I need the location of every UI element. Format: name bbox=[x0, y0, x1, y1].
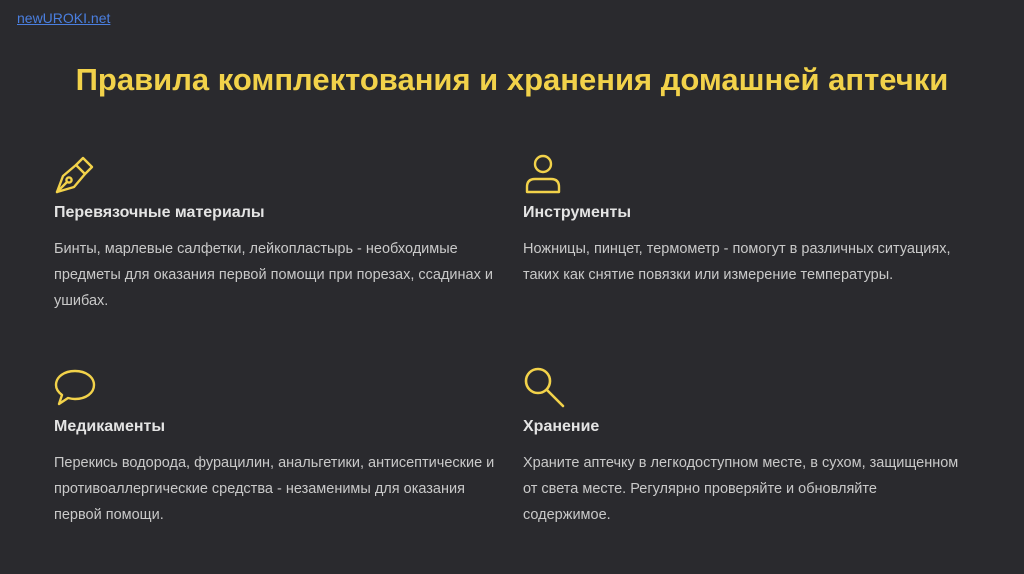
pen-nib-icon bbox=[54, 152, 98, 196]
card-text: Храните аптечку в легкодоступном месте, в сухом, защищенном от света месте. Регулярно проверяйте и обновляйте содержимое. bbox=[523, 455, 959, 523]
magnifier-icon bbox=[523, 366, 567, 410]
card-text: Бинты, марлевые салфетки, лейкопластырь - необходимые предметы для оказания первой помощи при порезах, ссадинах и ушибах. bbox=[54, 241, 493, 309]
card-text: Ножницы, пинцет, термометр - помогут в различных ситуациях, таких как снятие повязки или измерение температуры. bbox=[523, 241, 951, 283]
site-link[interactable]: newUROKI.net bbox=[17, 10, 111, 26]
person-icon bbox=[523, 152, 567, 196]
card-title: Перевязочные материалы bbox=[54, 204, 265, 221]
slide-title: Правила комплектования и хранения домашней аптечки bbox=[75, 62, 949, 97]
card-text: Перекись водорода, фурацилин, анальгетики, антисептические и противоаллергические средства - незаменимы для оказания первой помощи. bbox=[54, 455, 495, 523]
speech-bubble-icon bbox=[54, 366, 98, 410]
card-title: Медикаменты bbox=[54, 418, 166, 435]
card-title: Хранение bbox=[523, 418, 600, 435]
card-title: Инструменты bbox=[523, 204, 632, 221]
